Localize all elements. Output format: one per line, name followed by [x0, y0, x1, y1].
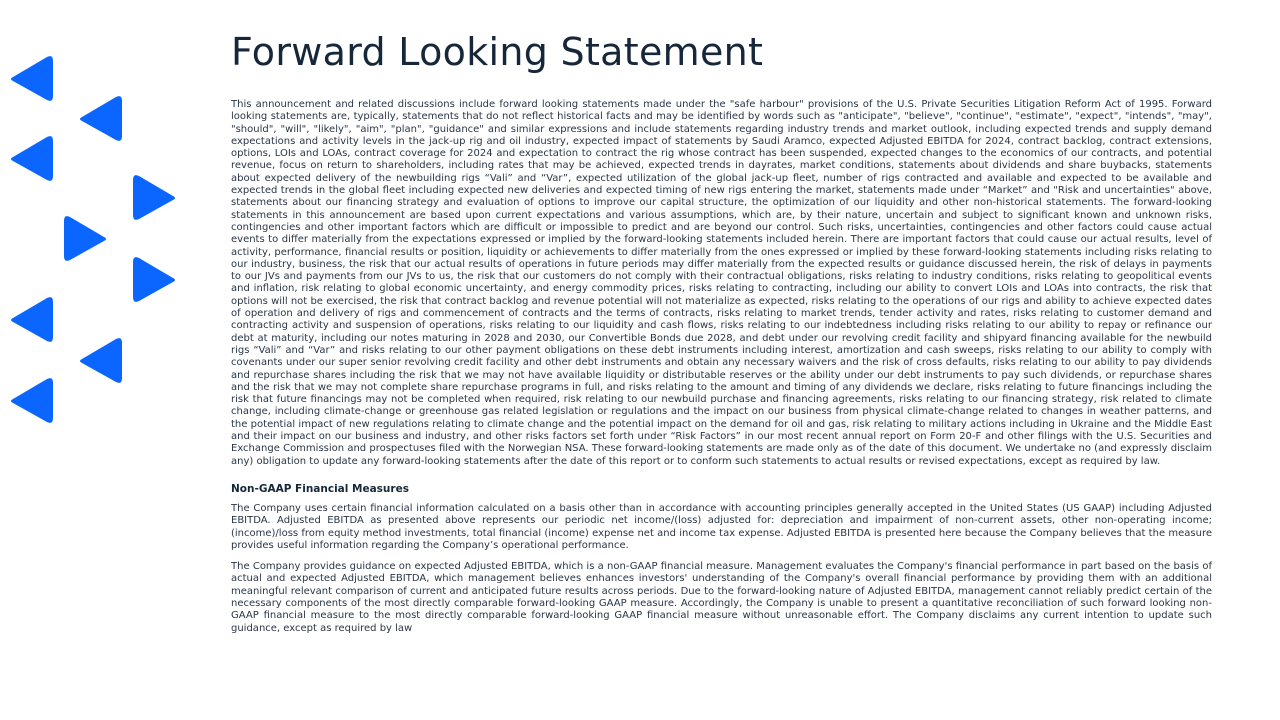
triangle-left-icon [80, 96, 122, 141]
decorative-triangle-pattern [0, 0, 200, 440]
triangle-left-icon [11, 297, 53, 342]
non-gaap-heading: Non-GAAP Financial Measures [231, 482, 409, 495]
page-title: Forward Looking Statement [231, 30, 764, 74]
non-gaap-paragraph-2: The Company provides guidance on expected Adjusted EBITDA, which is a non-GAAP financial measure. Management evaluates the Company's financial performance in part based on the basis of actual and expected Adjusted EBITDA, which management believes enhances investors' understanding of the Company's overall financial performance by providing them with an additional meaningful relevant comparison of current and anticipated future results across periods. Due to the forward-looking nature of Adjusted EBITDA, management cannot reliably predict certain of the necessary components of the most directly comparable forward-looking GAAP measure. Accordingly, the Company is unable to present a quantitative reconciliation of such forward looking non-GAAP financial measure to the most directly comparable forward-looking GAAP financial measure without unreasonable effort. The Company disclaims any current intention to update such guidance, except as required by law [231, 561, 1212, 634]
triangle-right-icon [64, 216, 106, 261]
triangle-left-icon [80, 338, 122, 383]
disclaimer-body [231, 99, 1212, 635]
forward-looking-paragraph: This announcement and related discussions include forward looking statements made under the "safe harbour" provisions of the U.S. Private Securities Litigation Reform Act of 1995. Forward looking statements are, typically, statements that do not reflect historical facts and may be identified by words such as "anticipate", "believe", "continue", "estimate", "expect", "intends", "may", "should", "will", "likely", "aim", "plan", "guidance" and similar expressions and include statements regarding industry trends and market outlook, including expected trends and supply demand expectations and activity levels in the jack-up rig and oil industry, expected impact of statements by Saudi Aramco, expected Adjusted EBITDA for 2024, contract backlog, contract extensions, options, LOIs and LOAs, contract coverage for 2024 and expectation to contract the rig whose contract has been suspended, expected changes to the economics of our contracts, and potential revenue, focus on return to shareholders, including rates that may be achieved, expected trends in dayrates, market conditions, statements about dividends and share buybacks, statements about expected delivery of the newbuilding rigs “Vali” and “Var”, expected utilization of the global jack-up fleet, number of rigs contracted and available and expected to be available and expected trends in the global fleet including expected new deliveries and expected timing of new rigs entering the market, statements made under “Market” and "Risk and uncertainties" above, statements about our financing strategy and evaluation of options to improve our capital structure, the optimization of our liquidity and other non-historical statements. The forward-looking statements in this announcement are based upon current expectations and various assumptions, which are, by their nature, uncertain and subject to significant known and unknown risks, contingencies and other important factors which are difficult or impossible to predict and are beyond our control. Such risks, uncertainties, contingencies and other factors could cause actual events to differ materially from the expectations expressed or implied by the forward-looking statements included herein. There are important factors that could cause our actual results, level of activity, performance, financial results or position, liquidity or achievements to differ materially from the ones expressed or implied by these forward-looking statements including risks relating to our industry, business, the risk that our actual results of operations in future periods may differ materially from the expected results or guidance discussed herein, the risk of delays in payments to our JVs and payments from our JVs to us, the risk that our customers do not comply with their contractual obligations, risks relating to industry conditions, risks relating to geopolitical events and inflation, risk relating to global economic uncertainty, and energy commodity prices, risks relating to contracting, including our ability to convert LOIs and LOAs into contracts, the risk that options will not be exercised, the risk that contract backlog and revenue potential will not materialize as expected, risks relating to the operations of our rigs and ability to achieve expected dates of operation and delivery of rigs and commencement of contracts and the terms of contracts, risks relating to market trends, tender activity and rates, risks relating to customer demand and contracting activity and suspension of operations, risks relating to our liquidity and cash flows, risks relating to our indebtedness including risks relating to our ability to repay or refinance our debt at maturity, including our notes maturing in 2028 and 2030, our Convertible Bonds due 2028, and debt under our revolving credit facility and shipyard financing available for the newbuild rigs “Vali” and “Var” and risks relating to our other payment obligations on these debt instruments including interest, amortization and cash sweeps, risks relating to our ability to comply with covenants under our super senior revolving credit facility and other debt instruments and obtain any necessary waivers and the risk of cross defaults, risks relating to our ability to pay dividends and repurchase shares including the risk that we may not have available liquidity or distributable reserves or the ability under our debt instruments to pay such dividends, or repurchase shares and the risk that we may not complete share repurchase programs in full, and risks relating to the amount and timing of any dividends we declare, risks relating to future financings including the risk that future financings may not be completed when required, risk relating to our newbuild purchase and financing agreements, risks relating to our financing strategy, risk related to climate change, including climate-change or greenhouse gas related legislation or regulations and the impact on our business from physical climate-change related to changes in weather patterns, and the potential impact of new regulations relating to climate change and the potential impact on the demand for oil and gas, risk relating to military actions including in Ukraine and the Middle East and their impact on our business and industry, and other risks factors set forth under “Risk Factors” in our most recent annual report on Form 20-F and other filings with the U.S. Securities and Exchange Commission and prospectuses filed with the Norwegian NSA. These forward-looking statements are made only as of the date of this document. We undertake no (and expressly disclaim any) obligation to update any forward-looking statements after the date of this report or to conform such statements to actual results or revised expectations, except as required by law. [231, 99, 1212, 467]
triangle-left-icon [11, 136, 53, 181]
triangle-right-icon [133, 175, 175, 220]
non-gaap-paragraph-1: The Company uses certain financial information calculated on a basis other than in accordance with accounting principles generally accepted in the United States (US GAAP) including Adjusted EBITDA. Adjusted EBITDA as presented above represents our periodic net income/(loss) adjusted for: depreciation and impairment of non-current assets, other non-operating income; (income)/loss from equity method investments, total financial (income) expense net and income tax expense. Adjusted EBITDA is presented here because the Company believes that the measure provides useful information regarding the Company’s operational performance. [231, 502, 1212, 551]
triangle-right-icon [133, 257, 175, 302]
triangle-left-icon [11, 56, 53, 101]
triangle-left-icon [11, 378, 53, 423]
